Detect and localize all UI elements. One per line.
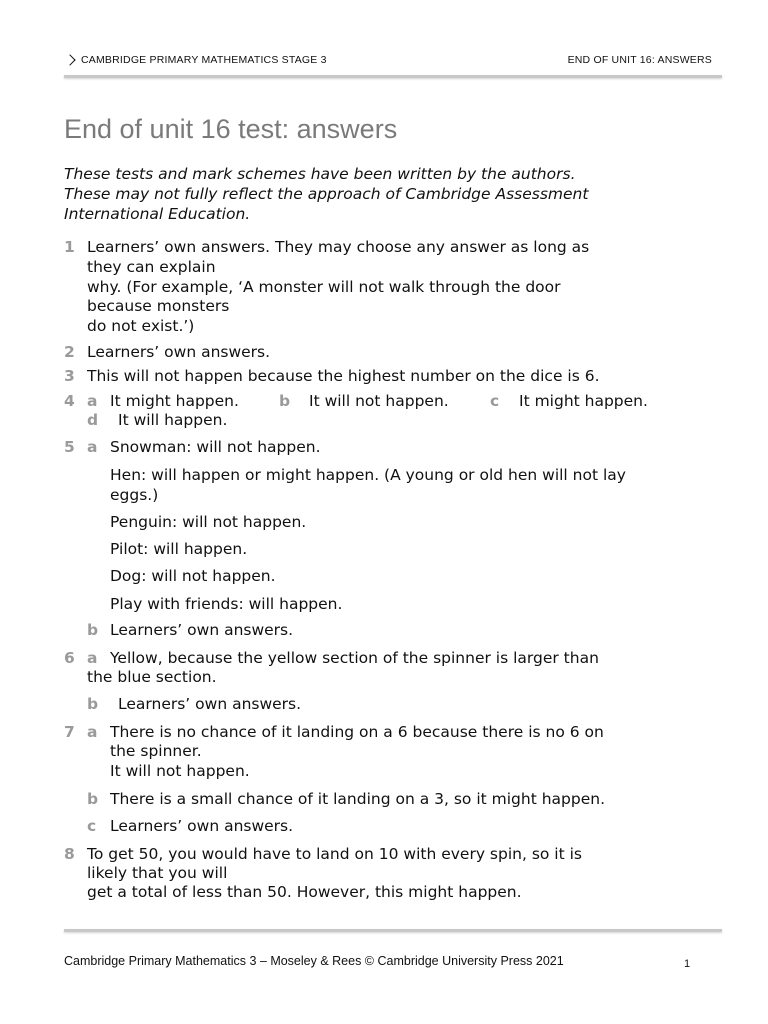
question-number: 1: [64, 238, 75, 256]
page-title: End of unit 16 test: answers: [64, 114, 398, 144]
question-number: 4: [64, 392, 75, 410]
chevron-right-icon: [64, 54, 75, 65]
part-label: b: [87, 695, 99, 713]
part-b-text: There is a small chance of it landing on a 3, so it might happen.: [110, 790, 605, 808]
answer-line: do not exist.’): [87, 317, 195, 335]
question-number: 3: [64, 367, 75, 385]
question-number: 7: [64, 723, 75, 741]
intro-line: These may not fully reflect the approach of Cambridge Assessment: [64, 185, 589, 203]
page-header: [64, 50, 712, 70]
answer-line: Hen: will happen or might happen. (A young or old hen will not lay: [110, 466, 626, 484]
intro-line: International Education.: [64, 205, 251, 223]
answer-line: get a total of less than 50. However, this might happen.: [87, 883, 522, 901]
answer-line: Dog: will not happen.: [110, 567, 276, 585]
answer-line: To get 50, you would have to land on 10 with every spin, so it is: [87, 845, 582, 863]
header-left: [64, 54, 327, 66]
answer-line: they can explain: [87, 258, 216, 276]
part-d-text: It will happen.: [118, 411, 228, 429]
answer-line: because monsters: [87, 297, 230, 315]
header-unit-title: END OF UNIT 16: ANSWERS: [567, 54, 712, 66]
answer-line: There is no chance of it landing on a 6 because there is no 6 on: [110, 723, 604, 741]
answer-line: Penguin: will not happen.: [110, 513, 307, 531]
footer-divider: [64, 929, 722, 932]
part-label: b: [87, 621, 99, 639]
part-a-text: It might happen.: [110, 392, 239, 410]
part-label: a: [87, 723, 98, 741]
answer-line: likely that you will: [87, 864, 228, 882]
part-label: a: [87, 392, 98, 410]
header-divider: [64, 75, 722, 78]
answer-8: [64, 845, 724, 905]
answer-line: Yellow, because the yellow section of the spinner is larger than: [110, 649, 599, 667]
answer-4: [64, 392, 724, 432]
answer-line: the spinner.: [110, 742, 202, 760]
answer-line: why. (For example, ‘A monster will not walk through the door: [87, 278, 561, 296]
part-label: c: [490, 392, 500, 410]
question-number: 6: [64, 649, 75, 667]
part-b-text: Learners’ own answers.: [110, 621, 294, 639]
question-number: 8: [64, 845, 75, 863]
page-number: 1: [684, 958, 691, 970]
part-label: a: [87, 438, 98, 456]
intro-note: [64, 164, 714, 224]
answer-line: Learners’ own answers. They may choose any answer as long as: [87, 238, 590, 256]
part-label: b: [279, 392, 291, 410]
part-label: b: [87, 790, 99, 808]
intro-line: These tests and mark schemes have been written by the authors.: [64, 165, 576, 183]
answer-line: the blue section.: [87, 668, 217, 686]
part-b-text: It will not happen.: [309, 392, 449, 410]
question-number: 5: [64, 438, 75, 456]
answer-line: Snowman: will not happen.: [110, 438, 321, 456]
answer-2: [64, 343, 724, 363]
answer-text: Learners’ own answers.: [87, 343, 271, 361]
answer-6: [64, 649, 724, 719]
header-series-title: CAMBRIDGE PRIMARY MATHEMATICS STAGE 3: [81, 54, 327, 66]
answer-line: eggs.): [110, 486, 159, 504]
part-b-text: Learners’ own answers.: [118, 695, 302, 713]
question-number: 2: [64, 343, 75, 361]
answer-line: Play with friends: will happen.: [110, 595, 343, 613]
answer-line: It will not happen.: [110, 762, 250, 780]
answer-1: [64, 238, 724, 338]
part-c-text: It might happen.: [519, 392, 648, 410]
answer-line: Pilot: will happen.: [110, 540, 248, 558]
footer-copyright: Cambridge Primary Mathematics 3 – Moseley & Rees © Cambridge University Press 2021: [64, 954, 564, 968]
answer-3: [64, 367, 724, 387]
answer-5: [64, 438, 724, 643]
part-label: d: [87, 411, 99, 429]
part-label: c: [87, 817, 97, 835]
part-c-text: Learners’ own answers.: [110, 817, 294, 835]
answer-text: This will not happen because the highest number on the dice is 6.: [87, 367, 600, 385]
answer-7: [64, 723, 724, 833]
part-label: a: [87, 649, 98, 667]
